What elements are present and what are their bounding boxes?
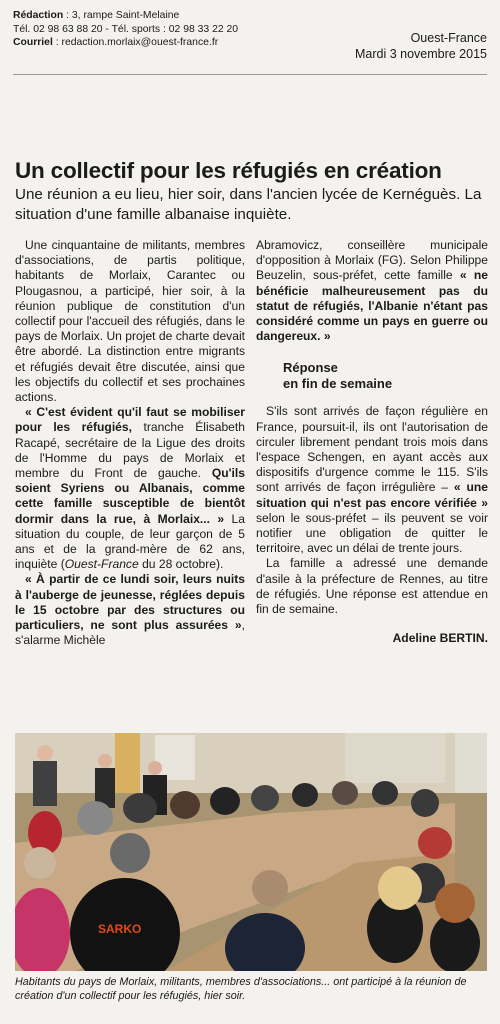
issue-date: Mardi 3 novembre 2015 (354, 47, 487, 61)
article-title: Un collectif pour les réfugiés en création (15, 158, 442, 183)
article-subtitle: Une réunion a eu lieu, hier soir, dans l'ancien lycée de Kernéguès. La situation d'une famille albanaise inquiète. (15, 186, 482, 223)
author-signature: Adeline BERTIN. (392, 631, 488, 646)
article-column-2 (256, 238, 488, 646)
meeting-photo (15, 733, 487, 971)
redaction-line: Rédaction : 3, rampe Saint-Melaine (13, 10, 180, 21)
paragraph-5: La famille a adressé une demande d'asile à la préfecture de Rennes, au titre de réfugiés. Une réponse est attendue en fin de semaine. (256, 556, 488, 617)
contact-info (13, 9, 238, 50)
meeting-photo-illustration (15, 733, 487, 971)
page-header (13, 9, 489, 75)
courriel-line: Courriel : redaction.morlaix@ouest-france.fr (13, 37, 219, 48)
article-column-1 (15, 238, 245, 648)
masthead (355, 30, 487, 62)
newspaper-name: Ouest-France (410, 31, 487, 45)
intertitle: Réponse en fin de semaine (283, 360, 393, 392)
photo-caption: Habitants du pays de Morlaix, militants, membres d'associations... ont participé à la réunion de création d'un collectif pour les réfugiés, hier soir. (15, 976, 467, 1002)
paragraph-4: S'ils sont arrivés de façon régulière en France, poursuit-il, ils ont l'autorisation de circuler librement pendant trois mois dans l'espace Schengen, en ayant accès aux dispositifs d'urgence comme le 115. S'ils sont arrivés de façon irrégulière – « une situation qui n'est pas encore vérifiée » selon le sous-préfet – ils peuvent se voir notifier une obligation de quitter le territoire, avec un délai de trente jours. (256, 404, 489, 556)
paragraph-1: Une cinquantaine de militants, membres d'associations, de partis politique, habitants de Morlaix, Carantec ou Plougasnou, a participé, hier soir, à la réunion publique de constitution d'un collectif pour l'accueil des réfugiés, dans le pays de Morlaix. Un projet de charte devait être abordé. La distinction entre migrants et réfugiés devait être discutée, ainsi que les objectifs du collectif et ses prochaines actions. (15, 238, 245, 405)
paragraph-2: « C'est évident qu'il faut se mobiliser pour les réfugiés, tranche Élisabeth Racapé, secrétaire de la Ligue des droits de l'Homme du pays de Morlaix et membre du Front de gauche. Qu'ils soient Syriens ou Albanais, comme cette famille susceptible de bientôt dormir dans la rue, à Morlaix... » La situation du couple, de leur garçon de 5 ans et de la grand-mère de 62 ans, inquiète (Ouest-France du 28 octobre). (15, 405, 246, 572)
paragraph-3-start: « À partir de ce lundi soir, leurs nuits à l'auberge de jeunesse, réglées depuis le 15 octobre par des structures ou particuliers, ne sont plus assurées », s'alarme Michèle (15, 572, 245, 648)
tshirt-text: SARKO (98, 922, 142, 936)
phone-line: Tél. 02 98 63 88 20 - Tél. sports : 02 98 33 22 20 (13, 23, 239, 35)
header-divider (13, 74, 487, 75)
paragraph-3-end: Abramovicz, conseillère municipale d'opposition à Morlaix (FG). Selon Philippe Beuzelin, sous-préfet, cette famille « ne bénéficie malheureusement pas du statut de réfugiés, l'Albanie n'étant pas considéré comme un pays en guerre ou dangereux. » (256, 238, 489, 344)
